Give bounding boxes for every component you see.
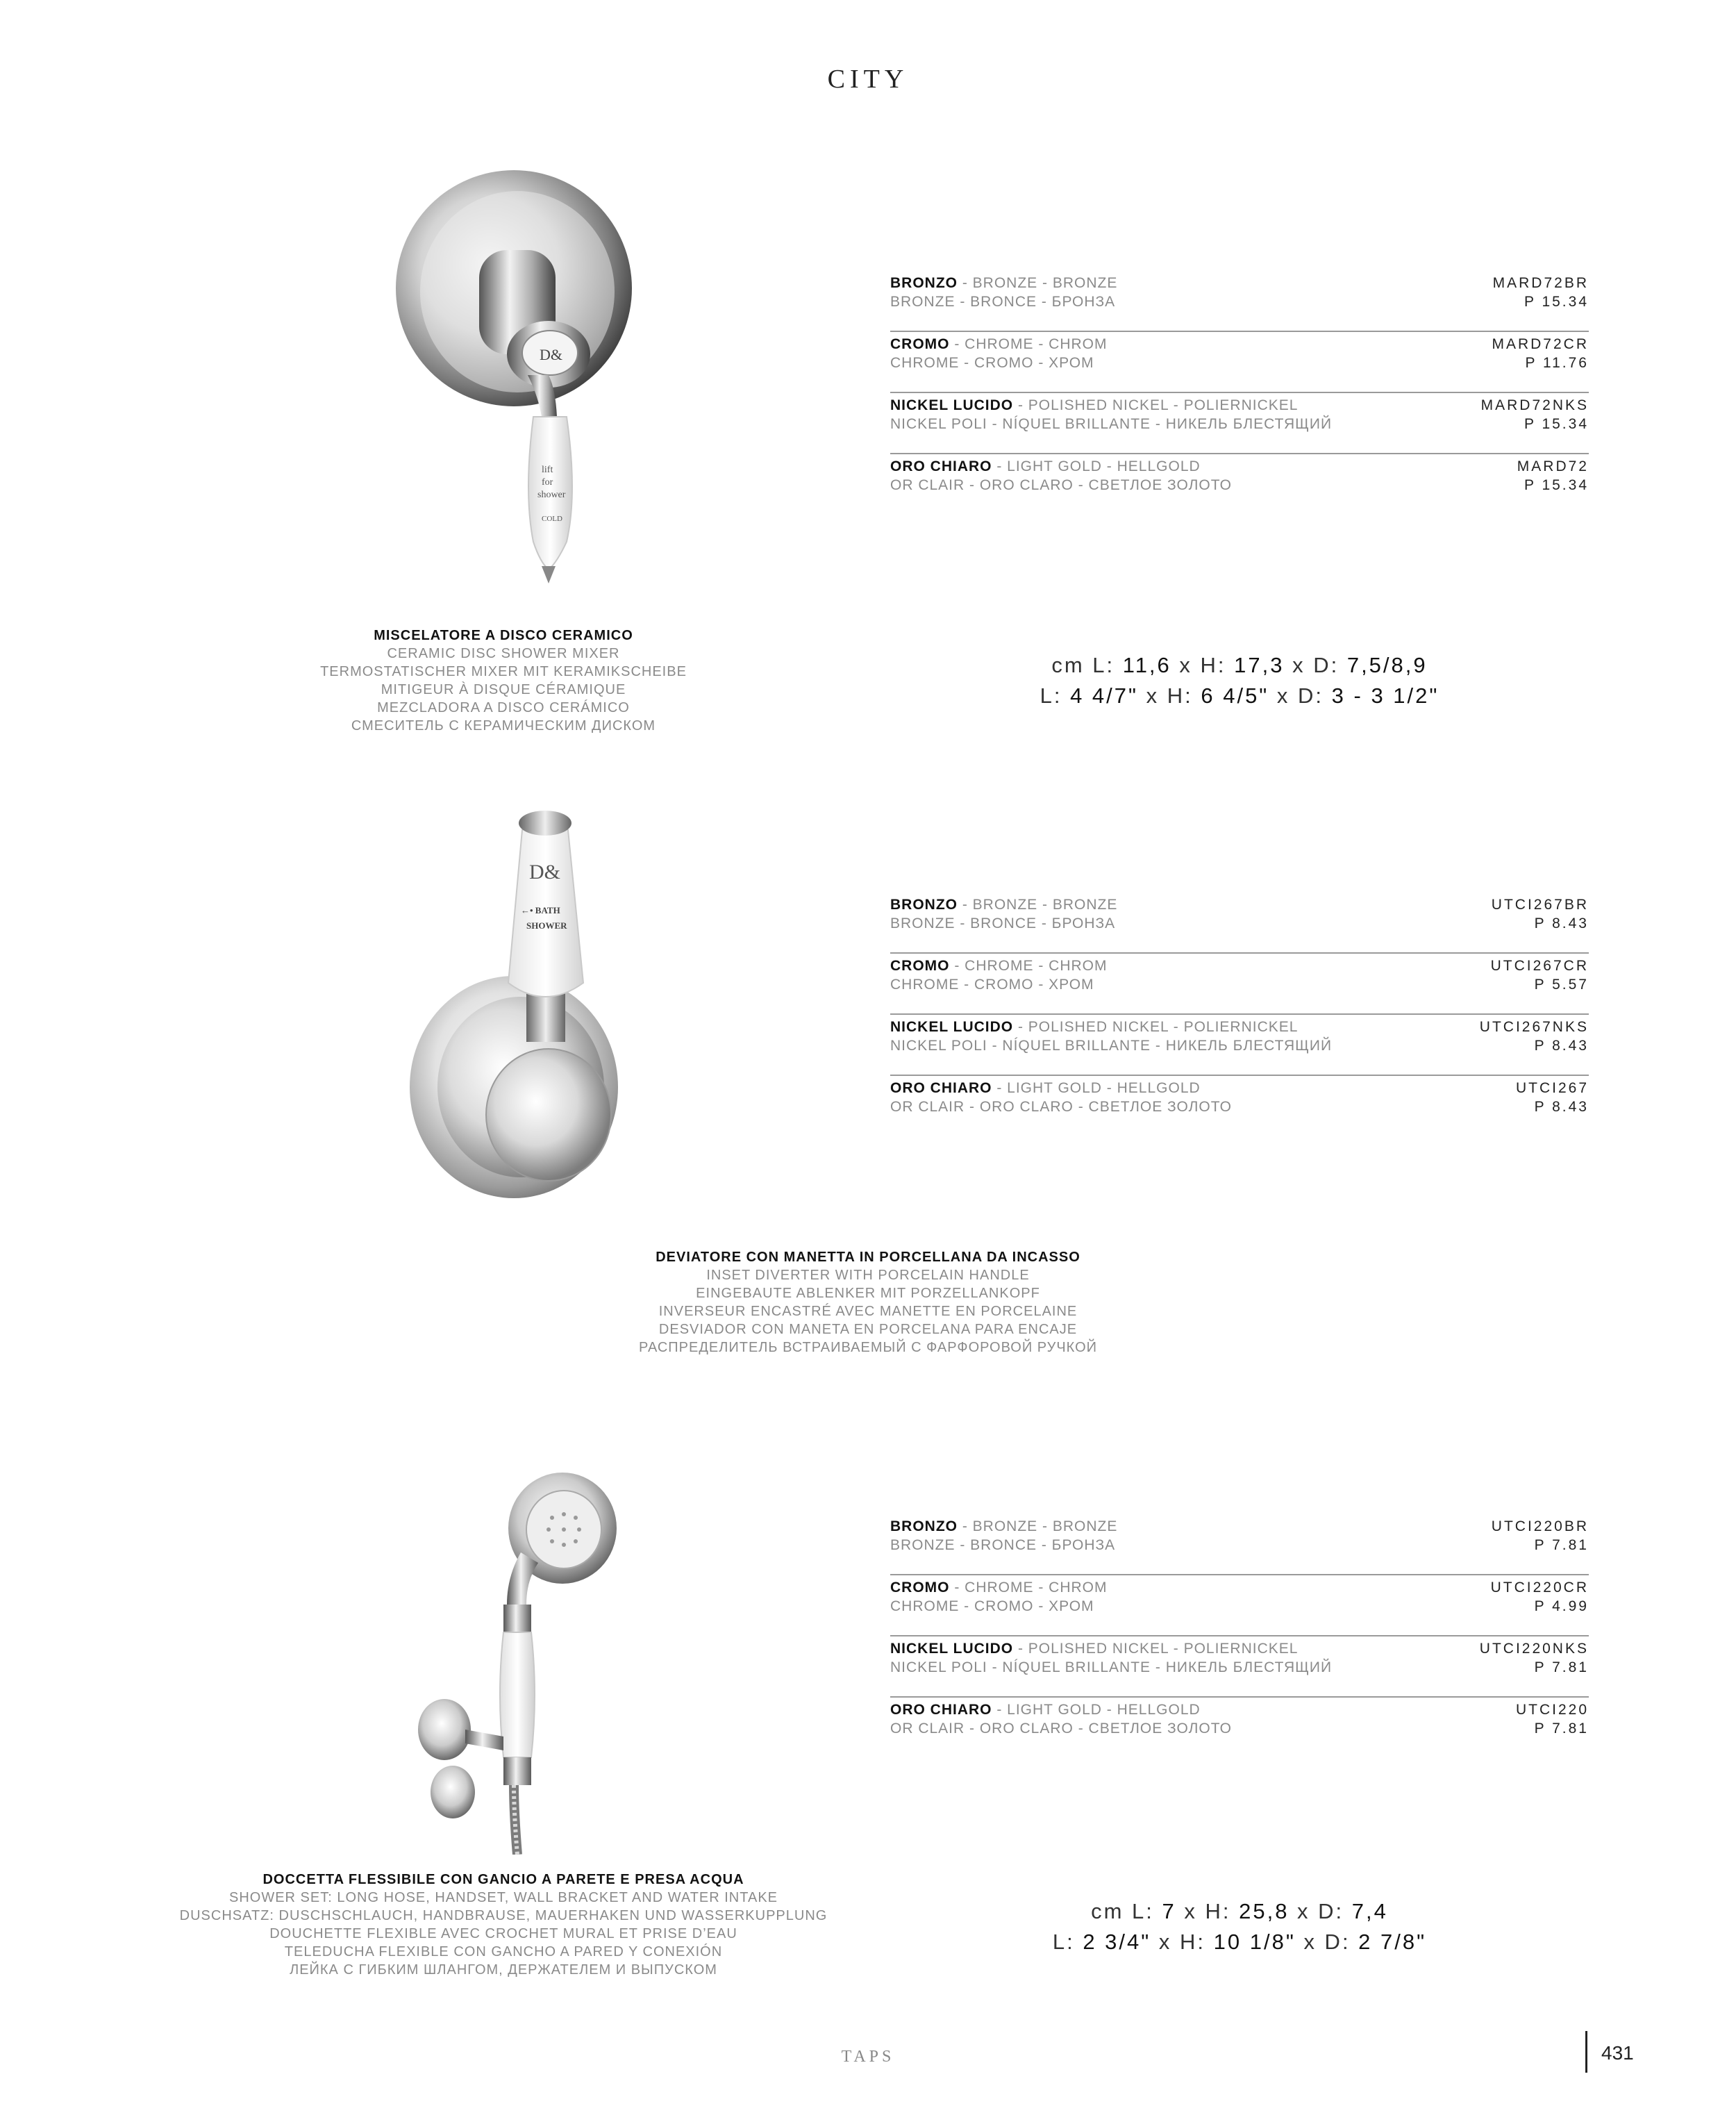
page-number-divider xyxy=(1585,2031,1587,2073)
variant-row: CROMO - CHROME - CHROM CHROME - CROMO - ХРОМ UTCI220CR P 4.99 xyxy=(890,1575,1589,1636)
mixer-product-names: MISCELATORE A DISCO CERAMICO CERAMIC DISC SHOWER MIXER TERMOSTATISCHER MIXER MIT KERAMIKSCHEIBE MITIGEUR À DISQUE CÉRAMIQUE MEZCLADORA A DISCO CERÁMICO СМЕСИТЕЛЬ С КЕРАМИЧЕСКИМ ДИСКОМ xyxy=(236,627,771,735)
variant-row: CROMO - CHROME - CHROM CHROME - CROMO - ХРОМ MARD72CR P 11.76 xyxy=(890,332,1589,393)
diverter-variant-list xyxy=(890,893,1589,1136)
product-price: P 11.76 xyxy=(1525,355,1589,371)
variant-row: NICKEL LUCIDO - POLISHED NICKEL - POLIERNICKEL NICKEL POLI - NÍQUEL BRILLANTE - НИКЕЛЬ БЛЕСТЯЩИЙ UTCI267NKS P 8.43 xyxy=(890,1015,1589,1076)
diverter-logo: D& xyxy=(529,861,560,884)
product-code: UTCI267 xyxy=(1515,1080,1589,1096)
dimensions-cm: cm L: 11,6 x H: 17,3 x D: 7,5/8,9 xyxy=(1051,653,1428,677)
variant-row: ORO CHIARO - LIGHT GOLD - HELLGOLD OR CLAIR - ORO CLARO - СВЕТЛОЕ ЗОЛОТО UTCI220 P 7.81 xyxy=(890,1702,1589,1736)
variant-row: NICKEL LUCIDO - POLISHED NICKEL - POLIERNICKEL NICKEL POLI - NÍQUEL BRILLANTE - НИКЕЛЬ БЛЕСТЯЩИЙ MARD72NKS P 15.34 xyxy=(890,393,1589,454)
product-code: MARD72BR xyxy=(1492,275,1589,291)
product-price: P 15.34 xyxy=(1524,294,1589,310)
svg-text:for: for xyxy=(542,477,553,488)
product-code: UTCI267CR xyxy=(1490,958,1589,974)
shower-set-product-names: DOCCETTA FLESSIBILE CON GANCIO A PARETE E PRESA ACQUA SHOWER SET: LONG HOSE, HANDSET, WALL BRACKET AND WATER INTAKE DUSCHSATZ: DUSCHSCHLAUCH, HANDBRAUSE, MAUERHAKEN UND WASSERKUPPLUNG DOUCHETTE FLEXIBLE AVEC CROCHET MURAL ET PRISE D’EAU TELEDUCHA FLEXIBLE CON GANCHO A PARED Y CONEXIÓN ЛЕЙКА С ГИБКИМ ШЛАНГОМ, ДЕРЖАТЕЛЕМ И ВЫПУСКОМ xyxy=(125,1871,882,1979)
variant-row: BRONZO - BRONZE - BRONZE BRONZE - BRONCE - БРОНЗА UTCI267BR P 8.43 xyxy=(890,893,1589,954)
ceramic-disc-mixer-image xyxy=(375,167,667,597)
svg-text:lift: lift xyxy=(542,465,553,475)
product-price: P 8.43 xyxy=(1534,915,1589,931)
variant-row: ORO CHIARO - LIGHT GOLD - HELLGOLD OR CLAIR - ORO CLARO - СВЕТЛОЕ ЗОЛОТО UTCI267 P 8.43 xyxy=(890,1080,1589,1115)
dimensions-cm: cm L: 7 x H: 25,8 x D: 7,4 xyxy=(1091,1899,1388,1923)
shower-set-image xyxy=(403,1466,625,1855)
svg-text:←• BATH: ←• BATH xyxy=(521,905,560,915)
product-price: P 8.43 xyxy=(1534,1038,1589,1054)
page-title: CITY xyxy=(827,65,909,94)
product-name: DOCCETTA FLESSIBILE CON GANCIO A PARETE E PRESA ACQUA xyxy=(262,1872,744,1887)
inset-diverter-image xyxy=(375,802,653,1212)
product-code: MARD72NKS xyxy=(1480,397,1589,413)
product-price: P 8.43 xyxy=(1534,1099,1589,1115)
svg-text:shower: shower xyxy=(537,490,566,500)
product-code: UTCI220 xyxy=(1515,1702,1589,1718)
product-price: P 15.34 xyxy=(1524,477,1589,493)
product-code: UTCI220BR xyxy=(1491,1518,1589,1534)
footer-section-label: TAPS xyxy=(841,2048,895,2066)
product-price: P 7.81 xyxy=(1534,1659,1589,1675)
product-code: UTCI220CR xyxy=(1490,1580,1589,1595)
variant-row: BRONZO - BRONZE - BRONZE BRONZE - BRONCE - БРОНЗА UTCI220BR P 7.81 xyxy=(890,1514,1589,1575)
shower-set-dimensions xyxy=(890,1896,1589,1957)
product-code: UTCI220NKS xyxy=(1479,1641,1589,1657)
page-number: 431 xyxy=(1601,2042,1634,2064)
product-price: P 4.99 xyxy=(1534,1598,1589,1614)
svg-text:SHOWER: SHOWER xyxy=(526,920,567,931)
dimensions-inch: L: 4 4/7" x H: 6 4/5" x D: 3 - 3 1/2" xyxy=(1040,683,1439,708)
diverter-product-names: DEVIATORE CON MANETTA IN PORCELLANA DA INCASSO INSET DIVERTER WITH PORCELAIN HANDLE EINGEBAUTE ABLENKER MIT PORZELLANKOPF INVERSEUR ENCASTRÉ AVEC MANETTE EN PORCELAINE DESVIADOR CON MANETA EN PORCELANA PARA ENCAJE РАСПРЕДЕЛИТЕЛЬ ВСТРАИВАЕМЫЙ С ФАРФОРОВОЙ РУЧКОЙ xyxy=(486,1248,1250,1357)
mixer-logo: D& xyxy=(540,346,562,363)
mixer-dimensions xyxy=(890,650,1589,711)
mixer-variant-list xyxy=(890,271,1589,514)
product-price: P 7.81 xyxy=(1534,1721,1589,1736)
product-price: P 7.81 xyxy=(1534,1537,1589,1553)
product-code: MARD72 xyxy=(1517,458,1589,474)
dimensions-inch: L: 2 3/4" x H: 10 1/8" x D: 2 7/8" xyxy=(1052,1930,1427,1954)
product-name: DEVIATORE CON MANETTA IN PORCELLANA DA INCASSO xyxy=(656,1250,1080,1265)
product-price: P 5.57 xyxy=(1534,977,1589,993)
product-code: UTCI267NKS xyxy=(1479,1019,1589,1035)
variant-row: NICKEL LUCIDO - POLISHED NICKEL - POLIERNICKEL NICKEL POLI - NÍQUEL BRILLANTE - НИКЕЛЬ БЛЕСТЯЩИЙ UTCI220NKS P 7.81 xyxy=(890,1636,1589,1698)
variant-row: BRONZO - BRONZE - BRONZE BRONZE - BRONCE - БРОНЗА MARD72BR P 15.34 xyxy=(890,271,1589,332)
product-price: P 15.34 xyxy=(1524,416,1589,432)
product-name: MISCELATORE A DISCO CERAMICO xyxy=(374,628,633,643)
product-code: MARD72CR xyxy=(1492,336,1589,352)
svg-text:COLD: COLD xyxy=(542,515,562,523)
product-code: UTCI267BR xyxy=(1491,897,1589,913)
variant-row: ORO CHIARO - LIGHT GOLD - HELLGOLD OR CLAIR - ORO CLARO - СВЕТЛОЕ ЗОЛОТО MARD72 P 15.34 xyxy=(890,458,1589,493)
shower-set-variant-list xyxy=(890,1514,1589,1757)
variant-row: CROMO - CHROME - CHROM CHROME - CROMO - ХРОМ UTCI267CR P 5.57 xyxy=(890,954,1589,1015)
